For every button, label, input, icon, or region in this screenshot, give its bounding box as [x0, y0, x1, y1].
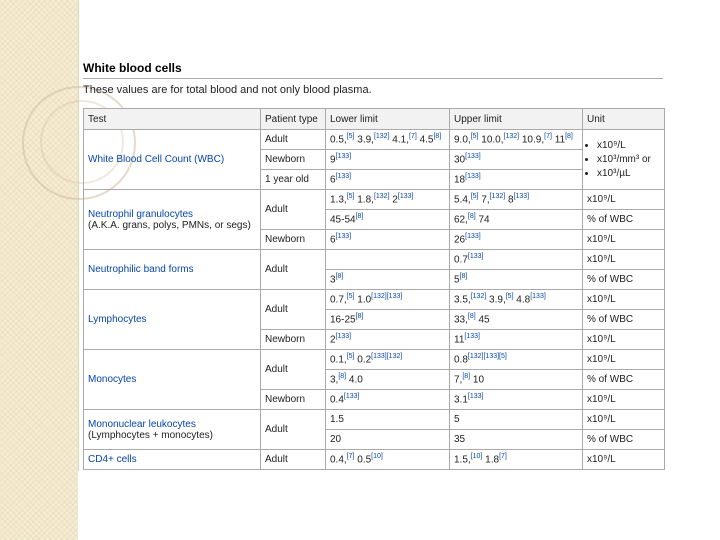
upper-limit-cell: 11[133]	[450, 330, 583, 350]
upper-limit-cell: 1.5,[10] 1.8[7]	[450, 450, 583, 470]
upper-limit-cell: 62,[8] 74	[450, 210, 583, 230]
citation-link[interactable]: [133]	[335, 333, 352, 341]
lower-limit-cell: 0.1,[5] 0.2[133][132]	[326, 350, 450, 370]
citation-link[interactable]: [133][132]	[371, 353, 403, 361]
citation-link[interactable]: [133]	[335, 153, 352, 161]
table-header-row	[84, 109, 665, 130]
unit-item: • x10³/mm³ or	[597, 153, 660, 167]
test-link-monocytes[interactable]: Monocytes	[84, 350, 261, 410]
test-link-wbc[interactable]: White Blood Cell Count (WBC)	[84, 130, 261, 190]
citation-link[interactable]: [10]	[470, 453, 483, 461]
lower-limit-cell: 2[133]	[326, 330, 450, 350]
lower-limit-cell: 0.5,[5] 3.9,[132] 4.1,[7] 4.5[8]	[326, 130, 450, 150]
citation-link[interactable]: [5]	[346, 353, 355, 361]
upper-limit-cell: 5	[450, 410, 583, 430]
header-lower-limit: Lower limit	[326, 109, 450, 130]
citation-link[interactable]: [7]	[544, 133, 552, 141]
unit-cell: % of WBC	[583, 370, 665, 390]
upper-limit-cell: 18[133]	[450, 170, 583, 190]
lower-limit-cell: 1.5	[326, 410, 450, 430]
citation-link[interactable]: [133]	[397, 193, 414, 201]
citation-link[interactable]: [8]	[467, 313, 476, 321]
citation-link[interactable]: [133]	[467, 393, 484, 401]
unit-item: • x10⁹/L	[597, 139, 660, 153]
lower-limit-cell: 0.7,[5] 1.0[132][133]	[326, 290, 450, 310]
citation-link[interactable]: [8]	[433, 133, 442, 141]
upper-limit-cell: 0.7[133]	[450, 250, 583, 270]
citation-link[interactable]: [133]	[530, 293, 546, 301]
unit-cell: % of WBC	[583, 310, 665, 330]
unit-cell: x10⁹/L	[583, 350, 665, 370]
test-link-neutrophils[interactable]: Neutrophil granulocytes (A.K.A. grans, polys, PMNs, or segs)	[84, 190, 261, 250]
table-row	[84, 410, 665, 430]
upper-limit-cell: 5[8]	[450, 270, 583, 290]
unit-cell: x10⁹/L	[583, 330, 665, 350]
citation-link[interactable]: [132][133]	[371, 293, 403, 301]
table-row	[84, 450, 665, 470]
unit-cell: x10⁹/L	[583, 250, 665, 270]
citation-link[interactable]: [8]	[338, 373, 347, 381]
image-crop-mask	[78, 471, 720, 540]
decorative-left-band	[0, 0, 79, 540]
patient-type-cell: Adult	[261, 350, 326, 390]
lower-limit-cell: 45-54[8]	[326, 210, 450, 230]
table-row	[84, 350, 665, 370]
citation-link[interactable]: [133]	[335, 233, 352, 241]
header-unit: Unit	[583, 109, 665, 130]
citation-link[interactable]: [133]	[465, 233, 481, 241]
patient-type-cell: Newborn	[261, 230, 326, 250]
lower-limit-cell	[326, 250, 450, 270]
upper-limit-cell: 26[133]	[450, 230, 583, 250]
table-note: These values are for total blood and not only blood plasma.	[83, 84, 372, 96]
upper-limit-cell: 7,[8] 10	[450, 370, 583, 390]
citation-link[interactable]: [132]	[503, 133, 520, 141]
patient-type-cell: Adult	[261, 410, 326, 450]
table-row	[84, 250, 665, 270]
citation-link[interactable]: [5]	[346, 293, 355, 301]
reference-range-table	[83, 108, 665, 470]
lower-limit-cell: 6[133]	[326, 230, 450, 250]
citation-link[interactable]: [7]	[346, 453, 355, 461]
unit-cell: x10⁹/L	[583, 230, 665, 250]
upper-limit-cell: 0.8[132][133][5]	[450, 350, 583, 370]
citation-link[interactable]: [133]	[513, 193, 530, 201]
citation-link[interactable]: [8]	[355, 313, 364, 321]
citation-link[interactable]: [8]	[335, 273, 344, 281]
citation-link[interactable]: [7]	[409, 133, 417, 141]
lower-limit-cell: 16-25[8]	[326, 310, 450, 330]
patient-type-cell: Adult	[261, 290, 326, 330]
citation-link[interactable]: [10]	[371, 453, 383, 461]
upper-limit-cell: 9.0,[5] 10.0,[132] 10.9,[7] 11[8]	[450, 130, 583, 150]
patient-type-cell: Newborn	[261, 150, 326, 170]
upper-limit-cell: 35	[450, 430, 583, 450]
patient-type-cell: Adult	[261, 250, 326, 290]
upper-limit-cell: 5.4,[5] 7,[132] 8[133]	[450, 190, 583, 210]
citation-link[interactable]: [8]	[459, 273, 468, 281]
upper-limit-cell: 3.5,[132] 3.9,[5] 4.8[133]	[450, 290, 583, 310]
unit-cell: x10⁹/L	[583, 190, 665, 210]
test-link-cd4[interactable]: CD4+ cells	[84, 450, 261, 470]
patient-type-cell: Adult	[261, 130, 326, 150]
patient-type-cell: Adult	[261, 190, 326, 230]
lower-limit-cell: 6[133]	[326, 170, 450, 190]
unit-cell: % of WBC	[583, 270, 665, 290]
citation-link[interactable]: [133]	[465, 153, 481, 161]
header-upper-limit: Upper limit	[450, 109, 583, 130]
lower-limit-cell: 0.4[133]	[326, 390, 450, 410]
citation-link[interactable]: [8]	[467, 213, 476, 221]
patient-type-cell: Newborn	[261, 390, 326, 410]
citation-link[interactable]: [5]	[346, 133, 355, 141]
unit-cell: x10⁹/L	[583, 410, 665, 430]
citation-link[interactable]: [5]	[346, 193, 355, 201]
citation-link[interactable]: [5]	[505, 293, 514, 301]
upper-limit-cell: 30[133]	[450, 150, 583, 170]
lower-limit-cell: 9[133]	[326, 150, 450, 170]
patient-type-cell: Adult	[261, 450, 326, 470]
unit-item: • x10³/µL	[597, 167, 660, 181]
citation-link[interactable]: [133]	[465, 173, 481, 181]
unit-cell: % of WBC	[583, 210, 665, 230]
unit-cell: x10⁹/L	[583, 450, 665, 470]
lower-limit-cell: 20	[326, 430, 450, 450]
header-patient-type: Patient type	[261, 109, 326, 130]
citation-link[interactable]: [133]	[464, 333, 480, 341]
citation-link[interactable]: [8]	[462, 373, 471, 381]
patient-type-cell: Newborn	[261, 330, 326, 350]
citation-link[interactable]: [5]	[470, 193, 479, 201]
citation-link[interactable]: [132]	[489, 193, 506, 201]
lower-limit-cell: 0.4,[7] 0.5[10]	[326, 450, 450, 470]
unit-cell: % of WBC	[583, 430, 665, 450]
citation-link[interactable]: [132]	[470, 293, 487, 301]
citation-link[interactable]: [7]	[499, 453, 507, 461]
test-link-lymphocytes[interactable]: Lymphocytes	[84, 290, 261, 350]
test-link-band-forms[interactable]: Neutrophilic band forms	[84, 250, 261, 290]
lower-limit-cell: 3,[8] 4.0	[326, 370, 450, 390]
upper-limit-cell: 33,[8] 45	[450, 310, 583, 330]
patient-type-cell: 1 year old	[261, 170, 326, 190]
test-link-mononuclear[interactable]: Mononuclear leukocytes (Lymphocytes + monocytes)	[84, 410, 261, 450]
section-title: White blood cells	[83, 61, 182, 75]
citation-link[interactable]: [133]	[343, 393, 360, 401]
citation-link[interactable]: [132]	[373, 133, 390, 141]
unit-cell	[583, 130, 665, 190]
header-test: Test	[84, 109, 261, 130]
lower-limit-cell: 1.3,[5] 1.8,[132] 2[133]	[326, 190, 450, 210]
citation-link[interactable]: [8]	[565, 133, 573, 141]
citation-link[interactable]: [132][133][5]	[467, 353, 507, 361]
table-row	[84, 130, 665, 150]
unit-cell: x10⁹/L	[583, 390, 665, 410]
citation-link[interactable]: [133]	[467, 253, 484, 261]
lower-limit-cell: 3[8]	[326, 270, 450, 290]
table-row	[84, 290, 665, 310]
citation-link[interactable]: [132]	[373, 193, 390, 201]
citation-link[interactable]: [133]	[335, 173, 352, 181]
citation-link[interactable]: [8]	[355, 213, 364, 221]
unit-cell: x10⁹/L	[583, 290, 665, 310]
title-divider	[83, 78, 663, 79]
upper-limit-cell: 3.1[133]	[450, 390, 583, 410]
citation-link[interactable]: [5]	[470, 133, 479, 141]
table-row	[84, 190, 665, 210]
